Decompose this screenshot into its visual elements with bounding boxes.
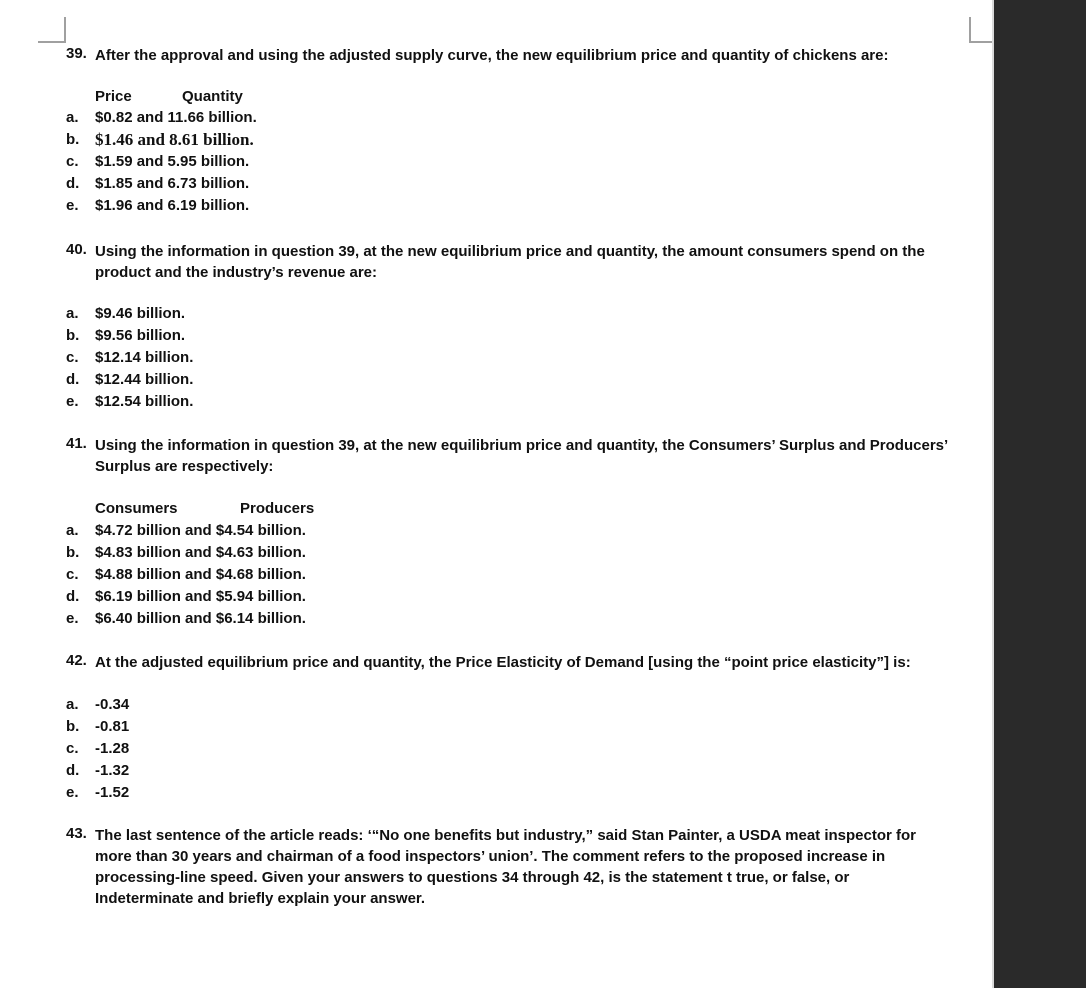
option-letter: b. bbox=[66, 327, 80, 344]
column-header-consumers: Consumers bbox=[95, 500, 178, 517]
option-letter: e. bbox=[66, 197, 79, 214]
option-text: -1.28 bbox=[95, 740, 130, 757]
question-41 bbox=[66, 435, 966, 477]
option-letter: e. bbox=[66, 610, 79, 627]
column-header-price: Price bbox=[95, 88, 132, 105]
option-text: $12.54 billion. bbox=[95, 393, 194, 410]
option-letter: d. bbox=[66, 588, 80, 605]
option-text: $12.14 billion. bbox=[95, 349, 194, 366]
question-text: The last sentence of the article reads: ‘“No one benefits but industry,” said Stan Painter, a USDA meat inspector for more than 30 years and chairman of a food inspectors’ union’. The comment refers to the proposed increase in processing-line speed. Given your answers to questions 34 through 42, is the statement t true, or false, or Indeterminate and briefly explain your answer. bbox=[95, 827, 917, 907]
option-text: -1.52 bbox=[95, 784, 130, 801]
option-letter: a. bbox=[66, 696, 79, 713]
option-text: -1.32 bbox=[95, 762, 130, 779]
option-letter: a. bbox=[66, 109, 79, 126]
question-number: 40. bbox=[66, 241, 87, 258]
option-letter: b. bbox=[66, 131, 80, 148]
crop-mark-top-left bbox=[38, 17, 66, 43]
column-header-quantity: Quantity bbox=[182, 88, 243, 105]
option-text: $4.88 billion and $4.68 billion. bbox=[95, 566, 306, 583]
option-letter: c. bbox=[66, 349, 79, 366]
option-letter: c. bbox=[66, 566, 79, 583]
question-number: 39. bbox=[66, 45, 87, 62]
option-letter: a. bbox=[66, 305, 79, 322]
question-text: Using the information in question 39, at the new equilibrium price and quantity, the amount consumers spend on the product and the industry’s revenue are: bbox=[95, 243, 925, 281]
question-text: Using the information in question 39, at the new equilibrium price and quantity, the Consumers’ Surplus and Producers’ Surplus are respectively: bbox=[95, 437, 948, 475]
question-39 bbox=[66, 45, 966, 66]
question-42 bbox=[66, 652, 966, 673]
option-text: $4.72 billion and $4.54 billion. bbox=[95, 522, 306, 539]
option-letter: d. bbox=[66, 371, 80, 388]
question-43 bbox=[66, 825, 946, 909]
column-header-producers: Producers bbox=[240, 500, 315, 517]
question-40 bbox=[66, 241, 966, 283]
option-letter: b. bbox=[66, 718, 80, 735]
question-text: After the approval and using the adjusted supply curve, the new equilibrium price and quantity of chickens are: bbox=[95, 47, 889, 64]
question-number: 42. bbox=[66, 652, 87, 669]
option-text: $1.96 and 6.19 billion. bbox=[95, 197, 250, 214]
option-text: $6.19 billion and $5.94 billion. bbox=[95, 588, 306, 605]
option-letter: a. bbox=[66, 522, 79, 539]
crop-mark-top-right bbox=[969, 17, 992, 43]
question-number: 43. bbox=[66, 825, 87, 842]
option-text: $0.82 and 11.66 billion. bbox=[95, 109, 257, 126]
option-letter: d. bbox=[66, 175, 80, 192]
option-letter: e. bbox=[66, 393, 79, 410]
option-text: $12.44 billion. bbox=[95, 371, 194, 388]
option-text: $1.59 and 5.95 billion. bbox=[95, 153, 250, 170]
option-letter: c. bbox=[66, 153, 79, 170]
option-text: -0.34 bbox=[95, 696, 130, 713]
option-text: -0.81 bbox=[95, 718, 130, 735]
option-letter: e. bbox=[66, 784, 79, 801]
option-text: $1.46 and 8.61 billion. bbox=[95, 130, 254, 149]
option-text: $1.85 and 6.73 billion. bbox=[95, 175, 250, 192]
viewer-background bbox=[992, 0, 1086, 988]
question-text: At the adjusted equilibrium price and quantity, the Price Elasticity of Demand [using the “point price elasticity”] is: bbox=[95, 654, 911, 671]
option-letter: b. bbox=[66, 544, 80, 561]
option-letter: c. bbox=[66, 740, 79, 757]
option-text: $4.83 billion and $4.63 billion. bbox=[95, 544, 306, 561]
question-number: 41. bbox=[66, 435, 87, 452]
option-text: $9.56 billion. bbox=[95, 327, 186, 344]
option-text: $9.46 billion. bbox=[95, 305, 186, 322]
option-letter: d. bbox=[66, 762, 80, 779]
option-text: $6.40 billion and $6.14 billion. bbox=[95, 610, 306, 627]
